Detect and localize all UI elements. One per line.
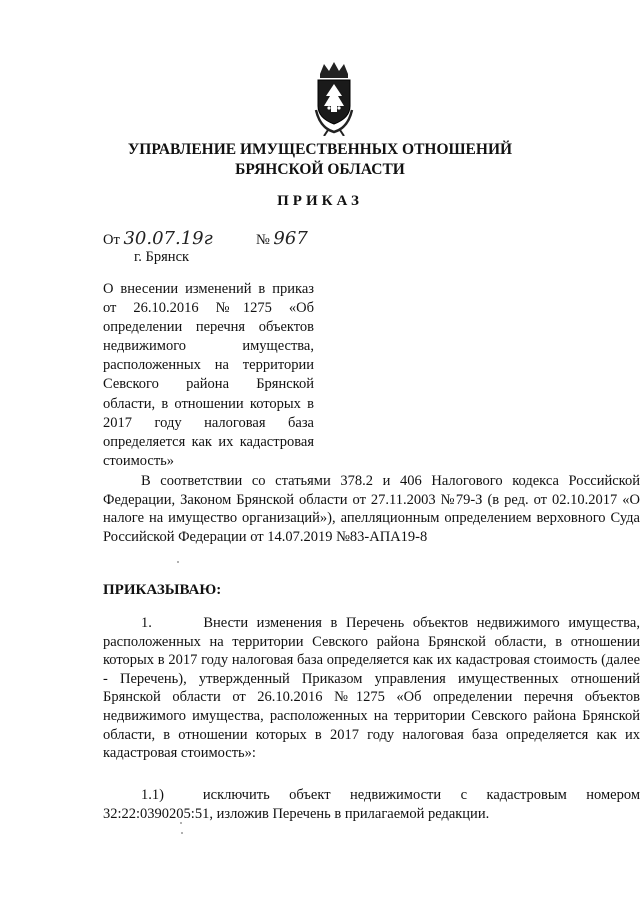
item-1-number: 1. xyxy=(141,615,152,631)
date-number-line xyxy=(103,228,308,249)
document-title: ПРИКАЗ xyxy=(277,193,363,209)
item-1-text: Внести изменения в Перечень объектов недвижимого имущества, расположенных на территории Севского района Брянской области, в отношении которых в 2017 году налоговая база определяется как их кадастровая стоимость (далее - Перечень), утвержденный Приказом управления имущественных отношений Брянской области от 26.10.2016 №1275 «Об определении перечня объектов недвижимого имущества, расположенных на территории Севского района Брянской области, в отношении которых в 2017 году налоговая база определяется как их кадастровая стоимость»: xyxy=(103,615,640,762)
legal-basis-paragraph xyxy=(103,472,640,546)
item-1-1-number: 1.1) xyxy=(141,787,164,803)
item-1-1-paragraph xyxy=(103,786,640,823)
handwritten-number: 967 xyxy=(273,228,308,249)
city: г. Брянск xyxy=(134,249,190,265)
number-prefix: № xyxy=(255,232,270,248)
item-1-1-text: исключить объект недвижимости с кадастровым номером 32:22:0390205:51, изложив Перечень в прилагаемой редакции. xyxy=(103,787,640,822)
date-prefix: От xyxy=(103,232,120,248)
handwritten-date: 30.07.19г xyxy=(123,228,213,249)
scan-speck xyxy=(180,822,182,824)
scan-speck xyxy=(181,832,183,834)
bryansk-coat-of-arms-icon xyxy=(312,62,356,136)
organization-name-line1: УПРАВЛЕНИЕ ИМУЩЕСТВЕННЫХ ОТНОШЕНИЙ xyxy=(127,141,513,158)
organization-name-line2: БРЯНСКОЙ ОБЛАСТИ xyxy=(235,161,405,178)
item-1-paragraph xyxy=(103,614,640,763)
order-subject: О внесении изменений в приказ от 26.10.2016 №1275 «Об определении перечня объектов недвижимого имущества, расположенных на территории Севского района Брянской области, в отношении которых в 2017 году налоговая база определяется как их кадастровая стоимость» xyxy=(103,281,314,469)
legal-basis-text: В соответствии со статьями 378.2 и 406 Налогового кодекса Российской Федерации, Законом Брянской области от 27.11.2003 №79-З (в ред. от 02.10.2017 «О налоге на имущество организаций»), апелляционным определением верховного Суда Российской Федерации от 14.07.2019 №83-АПА19-8 xyxy=(103,473,640,545)
order-directive-heading: ПРИКАЗЫВАЮ: xyxy=(103,582,222,598)
scan-speck xyxy=(177,561,179,563)
